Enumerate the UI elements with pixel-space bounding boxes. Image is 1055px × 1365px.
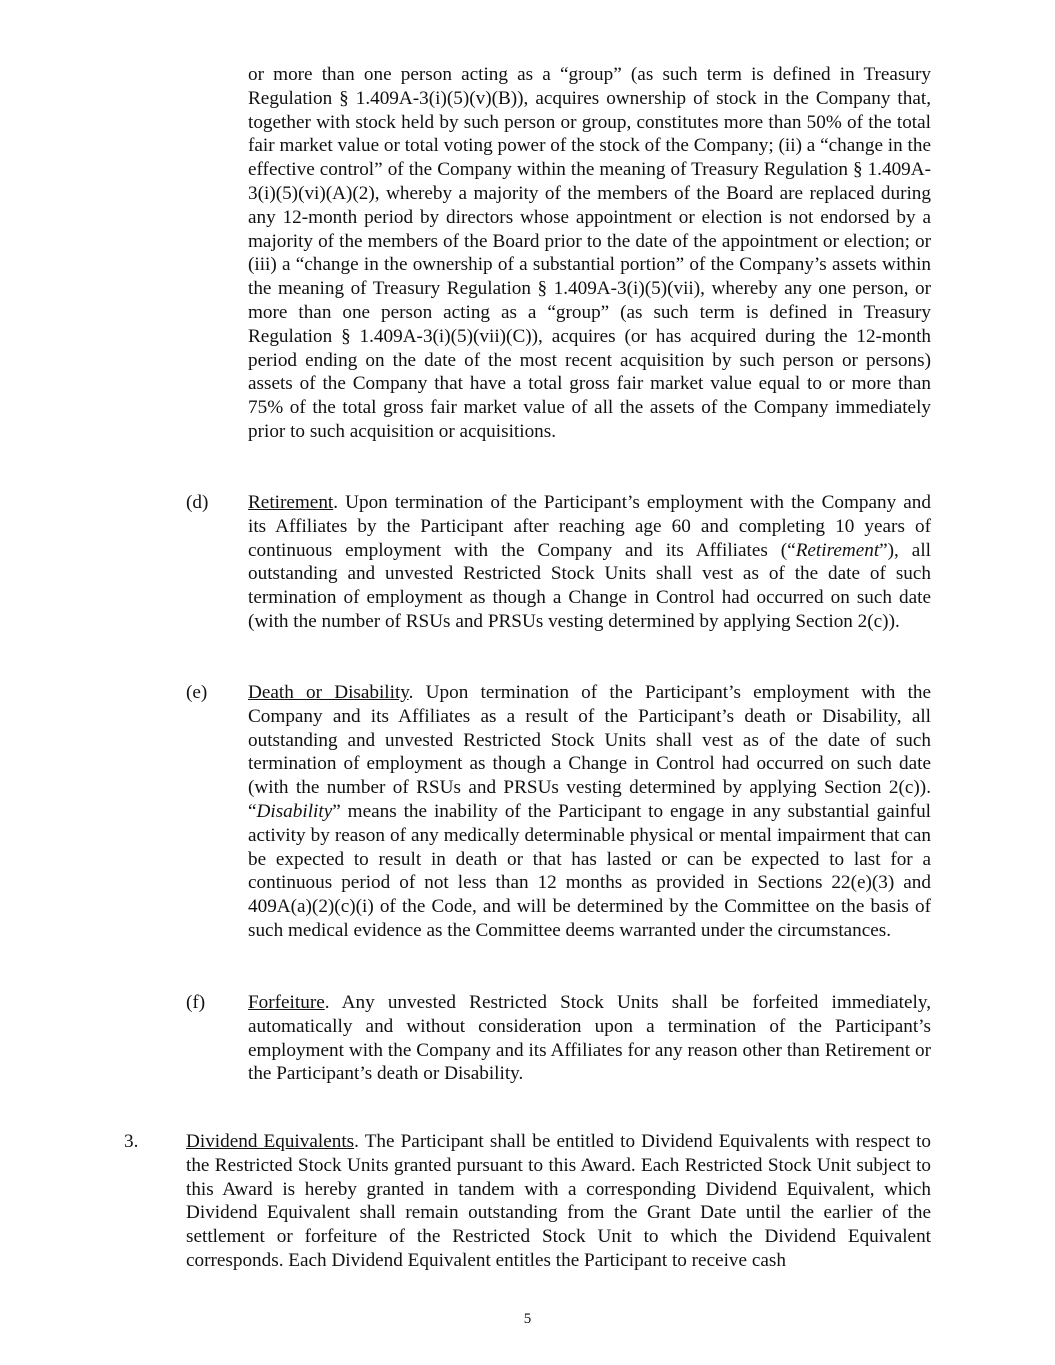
section-3-text-1: . The Participant shall be entitled to Dividend Equivalents with respect to the Restricted Stock Units granted pursuant to this Award. Each Restricted Stock Unit subject to this Award is hereby granted in tandem with a corresponding Dividend Equivalent, which Dividend Equivalent shall remain outstanding from the Grant Date until the earlier of the settlement or forfeiture of the Restricted Stock Unit to which the Dividend Equivalent corresponds. Each Dividend Equivalent entitles the Participant to receive cash [186,1131,931,1271]
clause-d-label: (d) [186,492,209,513]
clause-e-heading: Death or Disability [248,682,409,703]
clause-e-text-2: ” means the inability of the Participant to engage in any substantial gainful activity by reason of any medically determinable physical or mental impairment that can be expected to result in death or that has lasted or can be expected to last for a continuous period of not less than 12 months as provided in Sections 22(e)(3) and 409A(a)(2)(c)(i) of the Code, and will be determined by the Committee on the basis of such medical evidence as the Committee deems warranted under the circumstances. [248,800,931,941]
clause-d-defined-term: Retirement [795,539,880,561]
clause-f-text-1: . Any unvested Restricted Stock Units shall be forfeited immediately, automatically and without consideration upon a termination of the Participant’s employment with the Company and its Affiliates for any reason other than Retirement or the Participant’s death or Disability. [248,992,931,1085]
clause-d-heading: Retirement [248,492,334,513]
section-3-heading: Dividend Equivalents [186,1131,355,1152]
clause-f-heading: Forfeiture [248,992,325,1013]
continuation-paragraph: or more than one person acting as a “group” (as such term is defined in Treasury Regulation § 1.409A-3(i)(5)(v)(B)), acquires ownership of stock in the Company that, together with stock held by such person or group, constitutes more than 50% of the total fair market value or total voting power of the stock of the Company; (ii) a “change in the effective control” of the Company within the meaning of Treasury Regulation § 1.409A-3(i)(5)(vi)(A)(2), whereby a majority of the members of the Board are replaced during any 12-month period by directors whose appointment or election is not endorsed by a majority of the members of the Board prior to the date of the appointment or election; or (iii) a “change in the ownership of a substantial portion” of the Company’s assets within the meaning of Treasury Regulation § 1.409A-3(i)(5)(vii), whereby any one person, or more than one person acting as a “group” (as such term is defined in Treasury Regulation § 1.409A-3(i)(5)(vii)(C)), acquires (or has acquired during the 12-month period ending on the date of the most recent acquisition by such person or persons) assets of the Company that have a total gross fair market value equal to or more than 75% of the total gross fair market value of all the assets of the Company immediately prior to such acquisition or acquisitions. [248,64,931,442]
clause-e-text-1: . Upon termination of the Participant’s employment with the Company and its Affiliates as a result of the Participant’s death or Disability, all outstanding and unvested Restricted Stock Units shall vest as of the date of such termination of employment as though a Change in Control had occurred on such date (with the number of RSUs and PRSUs vesting determined by applying Section 2(c)). “ [248,682,932,822]
clause-f-body [248,991,931,1086]
clause-d-text-1: . Upon termination of the Participant’s employment with the Company and its Affiliates by the Participant after reaching age 60 and completing 10 years of continuous employment with the Company and its Affiliates (“ [248,492,931,561]
section-3-body [186,1130,931,1273]
clause-e-label: (e) [186,682,208,703]
clause-d-body [248,491,931,634]
section-3-label: 3. [124,1131,139,1152]
clause-e-defined-term: Disability [256,800,333,822]
clause-f-label: (f) [186,992,206,1013]
clause-d-text-2: ”), all outstanding and unvested Restricted Stock Units shall vest as of the date of such termination of employment as though a Change in Control had occurred on such date (with the number of RSUs and PRSUs vesting determined by applying Section 2(c)). [248,539,931,632]
clause-e-body [248,681,931,943]
page-number: 5 [523,1311,532,1327]
